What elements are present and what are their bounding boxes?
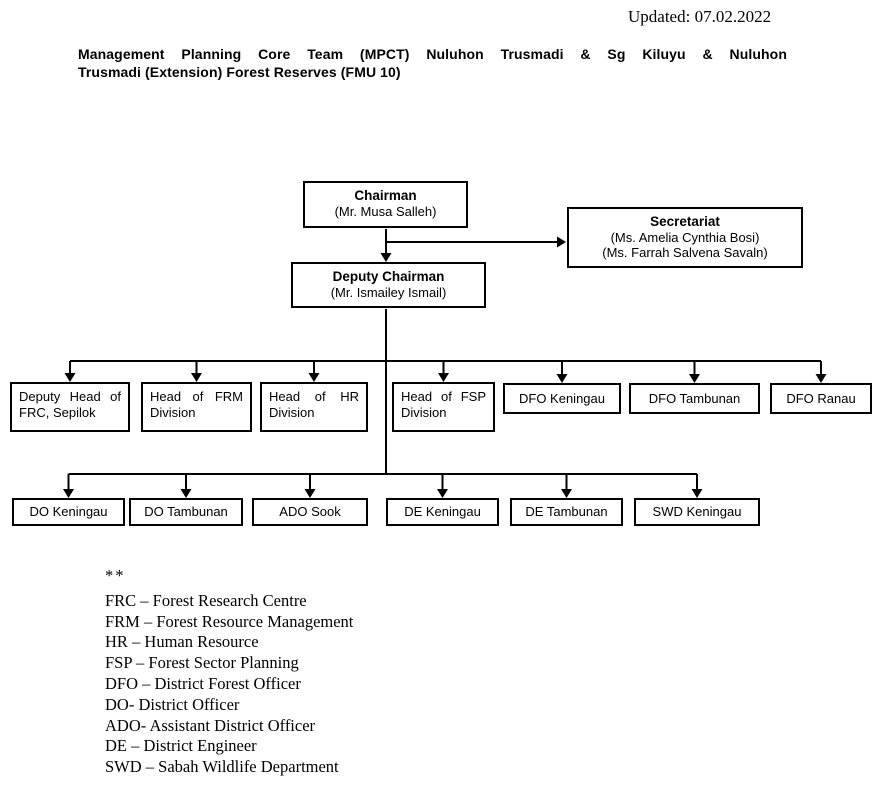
legend-item-swd: SWD – Sabah Wildlife Department xyxy=(105,757,339,777)
node-dfo-ranau: DFO Ranau xyxy=(770,383,872,414)
updated-date: Updated: 07.02.2022 xyxy=(628,7,772,26)
legend-item-hr: HR – Human Resource xyxy=(105,632,259,652)
legend-item-frm: FRM – Forest Resource Management xyxy=(105,611,354,631)
node-do-tambunan: DO Tambunan xyxy=(129,498,243,526)
node-head-frm-division: Head of FRM Division xyxy=(141,382,252,432)
deputy-chairman-person: (Mr. Ismailey Ismail) xyxy=(330,285,447,300)
node-head-hr-division: Head of HR Division xyxy=(260,382,368,432)
legend-item-dfo: DFO – District Forest Officer xyxy=(105,673,301,693)
node-de-tambunan: DE Tambunan xyxy=(510,498,623,526)
abbreviation-legend xyxy=(105,566,353,778)
node-head-fsp-division: Head of FSP Division xyxy=(392,382,495,432)
node-ado-sook: ADO Sook xyxy=(252,498,368,526)
legend-item-do: DO- District Officer xyxy=(105,694,240,714)
chairman-person: (Mr. Musa Salleh) xyxy=(334,204,437,219)
deputy-chairman-title: Deputy Chairman xyxy=(332,269,445,284)
node-secretariat xyxy=(567,207,803,268)
secretariat-member: (Ms. Farrah Salvena Savaln) xyxy=(602,245,768,260)
page-title-line-2: Trusmadi (Extension) Forest Reserves (FMU 10) xyxy=(78,63,401,80)
legend-item-fsp: FSP – Forest Sector Planning xyxy=(105,653,299,673)
node-dfo-keningau: DFO Keningau xyxy=(503,383,621,414)
secretariat-title: Secretariat xyxy=(650,214,720,229)
legend-item-frc: FRC – Forest Research Centre xyxy=(105,590,307,610)
page-title xyxy=(78,46,787,81)
legend-marker: ** xyxy=(105,566,126,585)
node-deputy-head-frc-sepilok: Deputy Head of FRC, Sepilok xyxy=(10,382,130,432)
node-de-keningau: DE Keningau xyxy=(386,498,499,526)
node-do-keningau: DO Keningau xyxy=(12,498,125,526)
legend-item-ado: ADO- Assistant District Officer xyxy=(105,715,316,735)
node-dfo-tambunan: DFO Tambunan xyxy=(629,383,760,414)
node-chairman xyxy=(303,181,468,228)
chairman-title: Chairman xyxy=(354,188,417,203)
node-deputy-chairman xyxy=(291,262,486,308)
node-swd-keningau: SWD Keningau xyxy=(634,498,760,526)
secretariat-member: (Ms. Amelia Cynthia Bosi) xyxy=(610,229,760,245)
legend-item-de: DE – District Engineer xyxy=(105,736,257,756)
page-title-line-1: Management Planning Core Team (MPCT) Nuluhon Trusmadi & Sg Kiluyu & Nuluhon xyxy=(78,46,787,62)
